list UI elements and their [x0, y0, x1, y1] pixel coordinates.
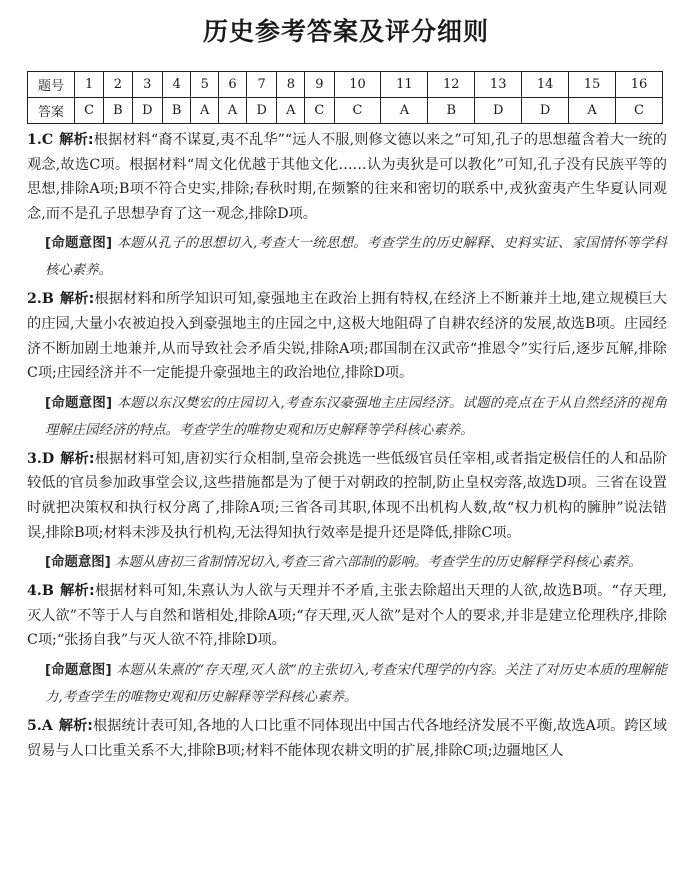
intent-label: [命题意图]: [45, 236, 113, 252]
intent-note-3: [45, 549, 667, 576]
analysis-text: 根据统计表可知,各地的人口比重不同体现出中国古代各地经济发展不平衡,故选A项。跨区域贸易与人口比重关系不大,排除B项;材料不能体现农耕文明的扩展,排除C项;边疆地区人: [27, 717, 667, 759]
answer-cell: A: [191, 98, 219, 124]
question-answer: C: [41, 132, 54, 148]
answer-cell: A: [569, 98, 616, 124]
question-number-cell: 2: [104, 72, 132, 98]
answer-table: [27, 71, 663, 124]
question-number-cell: 7: [246, 72, 277, 98]
question-number-cell: 5: [191, 72, 219, 98]
question-number: 2.: [27, 291, 42, 308]
intent-note-1: [45, 230, 667, 284]
question-number-cell: 10: [334, 72, 381, 98]
intent-note-2: [45, 390, 667, 444]
analysis-label: 解析:: [60, 450, 95, 467]
analysis-label: 解析:: [59, 291, 95, 308]
question-number: 1.: [27, 132, 42, 148]
question-explanation-4: [27, 579, 667, 653]
intent-text: 本题从朱熹的“存天理,灭人欲”的主张切入,考查宋代理学的内容。关注了对历史本质的理解能力,考查学生的唯物史观和历史解释等学科核心素养。: [45, 662, 668, 705]
page-title: 历史参考答案及评分细则: [202, 17, 489, 46]
analysis-text: 根据材料“裔不谋夏,夷不乱华”“远人不服,则修文德以来之”可知,孔子的思想蕴含着大一统的观念,故选C项。根据材料“周文化优越于其他文化……认为夷狄是可以教化”可知,孔子没有民族平等的思想,排除A项;B项不符合史实,排除;春秋时期,在频繁的往来和密切的联系中,戎狄蛮夷产生华夏认同观念,而不是孔子思想孕育了这一观念,排除D项。: [27, 132, 667, 222]
question-number-cell: 6: [219, 72, 247, 98]
question-number: 4.: [27, 583, 42, 600]
answer-cell: B: [163, 98, 191, 124]
answer-cell: C: [305, 98, 334, 124]
answer-cell: C: [334, 98, 381, 124]
answer-cell: C: [75, 98, 104, 124]
question-answer: A: [41, 717, 53, 734]
question-number-cell: 11: [381, 72, 428, 98]
answer-cell: D: [246, 98, 277, 124]
analysis-label: 解析:: [59, 583, 95, 600]
question-number-row: [28, 72, 663, 98]
analysis-text: 根据材料可知,朱熹认为人欲与天理并不矛盾,主张去除超出天理的人欲,故选B项。“存天理,灭人欲”不等于人与自然和谐相处,排除A项;“存天理,灭人欲”是对个人的要求,并非是建立伦理秩序,排除C项;“张扬自我”与灭人欲不符,排除D项。: [27, 583, 667, 649]
answer-cell: B: [104, 98, 132, 124]
question-number-cell: 1: [75, 72, 104, 98]
explanations: [27, 128, 667, 763]
question-number-cell: 8: [277, 72, 305, 98]
intent-label: [命题意图]: [45, 395, 113, 411]
question-explanation-5: [27, 714, 667, 763]
answer-cell: A: [219, 98, 247, 124]
intent-text: 本题从孔子的思想切入,考查大一统思想。考查学生的历史解释、史料实证、家国情怀等学科核心素养。: [45, 236, 667, 279]
question-number-cell: 14: [522, 72, 569, 98]
intent-label: [命题意图]: [45, 662, 112, 678]
question-number-cell: 9: [305, 72, 334, 98]
analysis-text: 根据材料和所学知识可知,豪强地主在政治上拥有特权,在经济上不断兼并土地,建立规模巨大的庄园,大量小农被迫投入到豪强地主的庄园之中,这极大地阻碍了自耕农经济的发展,故选B项。庄园经济不断加剧土地兼并,从而导致社会矛盾尖锐,排除A项;郡国制在汉武帝“推恩令”实行后,逐步瓦解,排除C项;庄园经济并不一定能提升豪强地主的政治地位,排除D项。: [27, 291, 667, 382]
row-label-answer: 答案: [28, 98, 75, 124]
analysis-label: 解析:: [58, 717, 93, 734]
question-number-cell: 4: [163, 72, 191, 98]
question-explanation-1: [27, 128, 667, 226]
answer-cell: A: [381, 98, 428, 124]
answer-cell: A: [277, 98, 305, 124]
answer-cell: D: [132, 98, 163, 124]
question-number-cell: 3: [132, 72, 163, 98]
question-explanation-3: [27, 447, 667, 545]
question-number-cell: 12: [428, 72, 475, 98]
question-answer: D: [41, 450, 55, 467]
answer-cell: C: [615, 98, 662, 124]
answer-cell: D: [522, 98, 569, 124]
intent-label: [命题意图]: [45, 555, 111, 571]
intent-text: 本题从唐初三省制情况切入,考查三省六部制的影响。考查学生的历史解释学科核心素养。: [115, 555, 642, 571]
analysis-label: 解析:: [59, 132, 94, 148]
question-number-cell: 15: [569, 72, 616, 98]
answer-cell: D: [475, 98, 522, 124]
row-label-question-number: 题号: [28, 72, 75, 98]
intent-note-4: [45, 657, 667, 711]
question-number-cell: 16: [615, 72, 662, 98]
answer-row: [28, 98, 663, 124]
analysis-text: 根据材料可知,唐初实行众相制,皇帝会挑选一些低级官员任宰相,或者指定极信任的人和品阶较低的官员参加政事堂会议,这些措施都是为了便于对朝政的控制,防止皇权旁落,故选D项。三省在设置时就把决策权和执行权分离了,排除A项;三省各司其职,体现不出机构人数,故“权力机构的臃肿”说法错误,排除B项;材料未涉及执行机构,无法得知执行效率是提升还是降低,排除C项。: [27, 450, 667, 541]
question-number: 3.: [27, 450, 42, 467]
question-number-cell: 13: [475, 72, 522, 98]
question-number: 5.: [27, 717, 42, 734]
answer-cell: B: [428, 98, 475, 124]
question-answer: B: [41, 583, 54, 600]
question-explanation-2: [27, 287, 667, 385]
intent-text: 本题以东汉樊宏的庄园切入,考查东汉豪强地主庄园经济。试题的亮点在于从自然经济的视角理解庄园经济的特点。考查学生的唯物史观和历史解释等学科核心素养。: [45, 395, 667, 438]
question-answer: B: [41, 291, 54, 308]
